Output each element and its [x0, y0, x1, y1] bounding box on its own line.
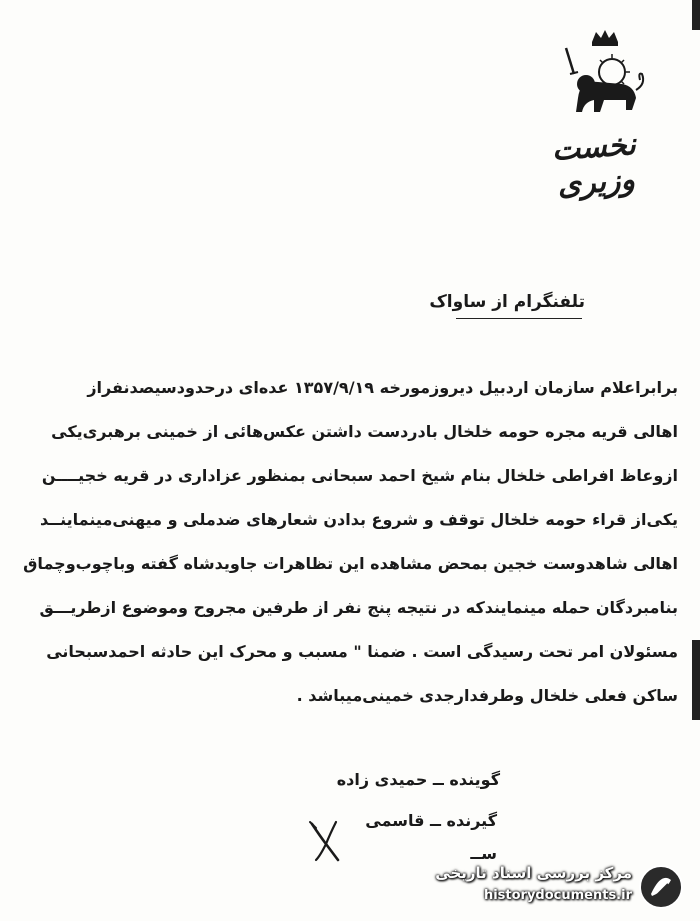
- subject-underline: [456, 318, 582, 319]
- body-line: برابراعلام سازمان اردبیل دیروزمورخه ۱۳۵۷/۹/۱۹ عده‌ای درحدودسیصدنفراز: [87, 378, 678, 397]
- cut-off-line: ســ: [470, 844, 497, 863]
- letterhead-title: نخست وزیری: [550, 127, 637, 203]
- document-body: [18, 366, 678, 718]
- scan-edge-mark: [692, 640, 700, 720]
- document-subject: تلفنگرام از ساواک: [429, 292, 585, 312]
- body-line: اهالی شاهدوست خجین بمحض مشاهده این تظاهرات جاویدشاه گفته وباچوب‌وچماق: [23, 554, 678, 573]
- body-line: مسئولان امر تحت رسیدگی است . ضمنا " مسبب و محرک این حادثه احمدسبحانی: [46, 642, 678, 661]
- handwritten-x-mark: [308, 818, 342, 862]
- scan-edge-mark: [692, 0, 700, 30]
- speaker-line: گوینده ــ حمیدی زاده: [336, 770, 500, 789]
- body-line: اهالی قریه مجره حومه خلخال بادردست داشتن عکس‌هائی از خمینی برهبری‌یکی: [51, 422, 678, 441]
- watermark: [400, 858, 690, 914]
- body-line: بنامبردگان حمله مینمایندکه در نتیجه پنج نفر از طرفین مجروح وموضوع ازطریـــق: [39, 598, 678, 617]
- history-documents-logo-icon: [638, 864, 684, 910]
- signature-block: [337, 770, 500, 863]
- lion-and-sun-emblem-icon: [560, 28, 650, 128]
- watermark-title: مرکز بررسی اسناد تاریخی: [435, 864, 632, 882]
- body-line: یکی‌از قراء حومه خلخال توقف و شروع بدادن شعارهای ضدملی و میهنی‌مینماینــد: [39, 510, 678, 529]
- recipient-line: گیرنده ــ قاسمی: [365, 811, 497, 830]
- watermark-url: historydocuments.ir: [483, 888, 632, 903]
- body-line: ساکن فعلی خلخال وطرفدارجدی خمینی‌میباشد .: [296, 686, 678, 705]
- body-line: ازوعاظ افراطی خلخال بنام شیخ احمد سبحانی بمنظور عزاداری در قریه خجیــــن: [41, 466, 678, 485]
